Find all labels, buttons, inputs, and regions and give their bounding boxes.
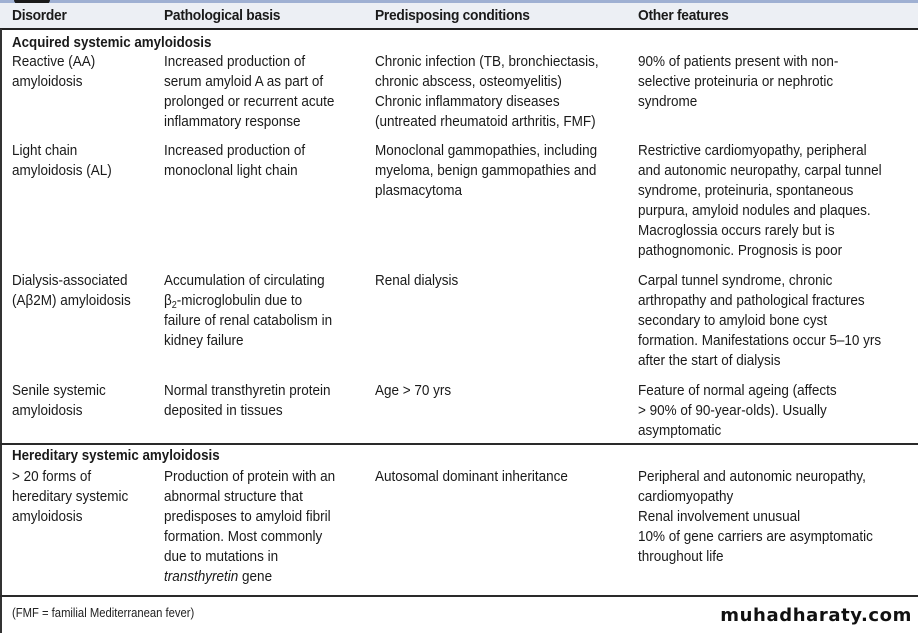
footnote: (FMF = familial Mediterranean fever): [12, 606, 195, 620]
cell-basis: Increased production of monoclonal light chain: [164, 142, 306, 179]
beta-subscript: 2: [171, 300, 177, 311]
cell-features: Restrictive cardiomyopathy, peripheral and autonomic neuropathy, carpal tunnel syndrome, proteinuria, spontaneous purpura, amyloid nodules and plaques. Macroglossia occurs rarely but is pathognomonic. Prognosis is poor: [638, 142, 882, 259]
section-title-acquired: Acquired systemic amyloidosis: [12, 35, 212, 51]
cell-conditions: Age > 70 yrs: [375, 382, 452, 399]
cell-conditions: Chronic infection (TB, bronchiectasis, chronic abscess, osteomyelitis) Chronic inflammatory diseases (untreated rheumatoid arthritis, FMF): [375, 53, 599, 130]
cell-basis: Normal transthyretin protein deposited in tissues: [164, 382, 331, 419]
cell-basis: Increased production of serum amyloid A as part of prolonged or recurrent acute inflammatory response: [164, 53, 335, 130]
basis-italic-gene: transthyretin: [164, 568, 239, 585]
cell-features: Feature of normal ageing (affects > 90% of 90-year-olds). Usually asymptomatic: [638, 382, 837, 439]
header-predisposing-conditions: Predisposing conditions: [375, 7, 530, 24]
cell-conditions: Monoclonal gammopathies, including myeloma, benign gammopathies and plasmacytoma: [375, 142, 598, 199]
cell-disorder: Light chain amyloidosis (AL): [12, 142, 112, 179]
cell-features: Carpal tunnel syndrome, chronic arthropathy and pathological fractures secondary to amyloid bone cyst formation. Manifestations occur 5–10 yrs after the start of dialysis: [638, 272, 882, 369]
table-left-border: [0, 29, 2, 633]
cell-disorder: Reactive (AA) amyloidosis: [12, 53, 96, 90]
header-disorder: Disorder: [12, 7, 67, 24]
basis-tail: gene: [238, 568, 273, 585]
cell-disorder: > 20 forms of hereditary systemic amyloidosis: [12, 468, 129, 525]
footnote-divider: [0, 595, 918, 597]
basis-rest: -microglobulin due to failure of renal catabolism in kidney failure: [164, 292, 333, 349]
table-header: [0, 3, 918, 30]
basis-line1: Accumulation of circulating: [164, 272, 325, 289]
header-other-features: Other features: [638, 7, 729, 24]
cell-features: Peripheral and autonomic neuropathy, cardiomyopathy Renal involvement unusual 10% of gene carriers are asymptomatic throughout life: [638, 468, 873, 565]
cell-conditions: Autosomal dominant inheritance: [375, 468, 568, 485]
beta-symbol: β: [164, 292, 172, 309]
basis-text: Production of protein with an abnormal structure that predisposes to amyloid fibril formation. Most commonly due to mutations in: [164, 468, 336, 565]
cell-conditions: Renal dialysis: [375, 272, 459, 289]
cell-disorder: Senile systemic amyloidosis: [12, 382, 106, 419]
cell-basis: [164, 271, 358, 351]
section-title-hereditary: Hereditary systemic amyloidosis: [12, 448, 220, 464]
cell-basis: [164, 467, 358, 587]
section-divider: [0, 443, 918, 445]
watermark-logo: muhadharaty.com: [720, 605, 912, 626]
cell-disorder: Dialysis-associated (Aβ2M) amyloidosis: [12, 272, 131, 309]
header-pathological-basis: Pathological basis: [164, 7, 281, 24]
cell-features: 90% of patients present with non- selective proteinuria or nephrotic syndrome: [638, 53, 839, 110]
